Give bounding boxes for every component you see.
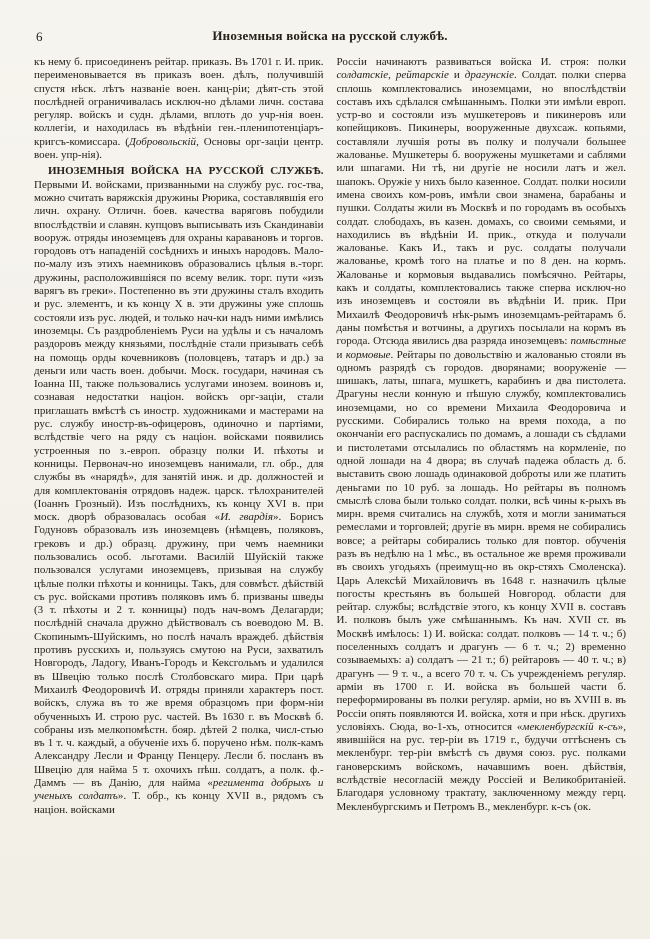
text-run: мекленбургскій к-съ	[522, 720, 618, 733]
text-run: драгунскіе	[464, 69, 514, 82]
text-run: помѣстные	[570, 335, 626, 348]
page-header	[34, 28, 626, 46]
paragraph-continuation	[337, 56, 627, 814]
page-number: 6	[36, 29, 43, 44]
text-run: , Основы орг-заціи центр. воен. упр-нія).	[34, 135, 324, 162]
text-run: », явившійся на рус. тер-ріи въ 1719 г., будучи оттѣсненъ съ мекленбург. тер-ріи вмѣстѣ съ двумя союз. рус. полками гановерскимъ войскомъ, начавшимъ воен. дѣйствія, вслѣдствіе несогласій между Россіей и Великобританіей. Благодаря условному трактату, заключенному между герц. Мекленбургскимъ и Петромъ В., мекленбург. к-съ (ок.	[336, 720, 626, 813]
text-run: И. гвардія	[220, 511, 273, 524]
text-run: . Солдат. полки сперва сплошь комплектовались иноземцами, но впослѣдствіи составъ ихъ сдѣлался смѣшаннымъ. Полки эти имѣли европ. устр-во и состояли изъ мушкетеровъ и пикинеровъ или копейщиковъ. Пикинеры, вооруженные двухсаж. копьями, составляли лучшія роты въ полку и получали большее жалованье. Мушкетеры б. вооружены мушкетами и саблями или шпагами. Ни тѣ, ни другіе не носили латъ и жел. шапокъ. Оружіе у нихъ было казенное. Солдат. полки носили имена своихъ ком-ровъ, имѣли свои знамена, барабаны и пушки. Солдаты жили въ Москвѣ и по городамъ въ особыхъ солдат. слободахъ, въ казен. домахъ, со своими семьями, и находились въ вѣдѣніи И. прик., откуда и получали жалованье. Какъ И., такъ и рус. солдаты получали жалованье, кромѣ того на платье и по 8 ден. на кормъ. Жалованье и кормовыя выдавались помѣсячно. Рейтары, какъ и солдаты, комплектовались также сперва исключ-но изъ иноземцевъ и состояли въ вѣдѣніи И. прик. При Михаилѣ Феодоровичѣ нѣк-рымъ иноземцамъ-рейтарамъ б. даны помѣстья и вотчины, а другихъ посылали на кормъ въ города. Отсюда явились два разряда иноземцевъ:	[336, 69, 626, 348]
text-run: ». Борисъ Годуновъ образовалъ изъ иноземцевъ (нѣмцевъ, поляковъ, грековъ и др.) образц. дружину, при чемъ наемники пользовались особ. льготами. Василій Шуйскій также пользовался услугами иноземцевъ, призывая на службу цѣлые полки пѣхоты и конницы. Такъ, для совмѣст. дѣйствій съ рус. войсками противъ поляковъ имъ б. призваны шведы (3 т. пѣхоты и 2 т. конницы) подъ нач-вомъ Делагарди; послѣдній сначала дружно дѣйствовалъ съ воеводою М. В. Скопинымъ-Шуйскимъ, но послѣ началъ враждеб. дѣйствія противъ русскихъ и, пользуясь смутою на Руси, захватилъ Новгородъ, Ладогу, Иванъ-Городъ и Кексгольмъ и удалился въ Швецію только послѣ Столбовскаго мира. При царѣ Михаилѣ Феодоровичѣ И. отряды приняли характеръ пост. войскъ, служа въ то же время образцомъ при форм-ніи обученныхъ И. строю рус. частей. Въ 1630 г. въ Москвѣ б. собраны изъ мелкопомѣстн. бояр. дѣтей 2 полка, числ-стью въ 1 т. ч. каждый, а обученіе ихъ б. поручено нѣм. полк-камъ Александру Лесли и Францу Пенцеру. Лесли б. посланъ въ Швецію для найма 5 т. охочихъ пѣш. солдатъ, а полк. ф.-Даммъ — въ Данію, для найма «	[34, 511, 324, 790]
text-run: регимента добрыхъ и ученыхъ солдатъ	[34, 777, 324, 803]
text-run: кормовые	[345, 348, 391, 361]
text-run: Россіи начинаютъ развиваться войска И. строя: полки	[336, 56, 626, 68]
right-column	[337, 56, 627, 817]
running-title: Иноземныя войска на русской службѣ.	[212, 28, 448, 43]
text-run: ». Т. обр., къ концу XVII в., рядомъ съ націон. войсками	[34, 790, 324, 816]
left-column	[34, 56, 324, 817]
text-run: къ нему б. присоединенъ рейтар. приказъ. Въ 1701 г. И. прик. переименовывается въ приказъ воен. дѣлъ, получившій спустя нѣск. лѣтъ названіе воен. канц-ріи; дѣят-сть этой послѣдней ограничивалась исключ-но дѣлами личн. состава регуляр. войскъ и судн. дѣлами, вплоть до учр-нія воен. коллегіи, и находилась въ вѣдѣніи ген.-пленипотенціаръ-кригсъ-комиссара. (	[34, 56, 324, 148]
text-run: Первыми И. войсками, призванными на службу рус. гос-тва, можно считать варяжскія дружины Рюрика, составлявшія его личн. охрану. Отличн. боев. качества варяговъ побудили впослѣдствіи и славян. купцовъ выписывать изъ Скандинавіи вооруж. отряды иноземцевъ для охраны каравановъ и торгов. городовъ отъ нападеній сосѣднихъ и иныхъ народовъ. Мало-по-малу изъ этихъ наемниковъ образовались цѣлыя в.-торг. дружины, расположившіяся по всему велик. торг. пути «изъ варягъ въ греки». Постепенно въ эти дружины сталъ входить и рус. элементъ, и къ концу X в. эти дружины уже сплошь состояли изъ рус. людей, и только нач-ки надъ ними имѣлись иноземцы. Съ раздробленіемъ Руси на удѣлы и съ началомъ раздоровъ между князьями, послѣдніе стали призывать себѣ на помощь орды кочевниковъ (половцевъ, татаръ и др.) за деньги или часть воен. добычи. Моск. государи, начиная съ Іоанна III, также пользовались услугами инозем. воиновъ и, сознавая недостатки націон. войскъ орг-заціи, стали приглашать вмѣстѣ съ иностр. художниками и мастерами на рус. службу иностр-въ-офицеровъ, одиночно и партіями, вслѣдствіе чего на ряду съ націон. войсками появились устроенныя по з.-европ. образцу полки И. пѣхоты и конницы. Первонач-но иноземцевъ нанимали, гл. обр., для службы въ «нарядѣ», для занятій инж. и др. должностей и для комплектованія отрядовъ надеж. царск. тѣлохранителей (Іоаннъ Грозный). Изъ послѣднихъ, къ концу XVI в. при моск. дворѣ образовалась особая «	[34, 178, 324, 524]
text-run: и	[336, 348, 346, 361]
paragraph-article-start	[34, 165, 324, 817]
text-run: Добровольскій	[128, 135, 197, 148]
text-run: солдатскіе, рейтарскіе	[336, 69, 449, 82]
text-columns	[34, 56, 626, 817]
text-run: . Рейтары по довольствію и жалованью стояли въ одномъ разрядѣ съ городов. дворянами; вооруженіе — шишакъ, латы, шпага, мушкетъ, карабинъ и два пистолета. Драгуны несли конную и пѣшую службу, комплектовались иноземцами, но со времени Михаила Феодоровича и русскими. Собирались только на время похода, а по окончаніи его распускались по домамъ, а лошади съ сѣдлами и пистолетами отсылались по областямъ на кормленіе, по одной лошади на 4 двора; въ случаѣ падежа область д. б. выставить свою лошадь одинаковой доброты или же платить деньгами по 10 руб. за лошадь. Но рейтары въ полномъ смыслѣ слова были только солдат. полки, всѣ чины к-рыхъ въ мирн. время считались на службѣ, хотя и могли заниматься ремеслами и торговлей; другіе въ мирн. время не собирались вовсе; а рейтары собирались только для повтор. обученія разъ въ недѣлю на 1 мѣс., въ остальное же время проживали въ своихъ угодьяхъ (преимущ-но въ окр-стяхъ Смоленска). Царь Алексѣй Михайловичъ въ 1648 г. назначилъ цѣлые погосты крестьянъ въ большей Новгород. области для рейтар. службы; вслѣдствіе этого, къ концу XVII в. составъ И. полковъ былъ уже смѣшаннымъ. Къ нач. XVII ст. въ Москвѣ имѣлось: 1) И. войска: солдат. полковъ — 14 т. ч.; б) поселенныхъ солдатъ и драгунъ — 6 т. ч.; 2) временно созываемыхъ: а) солдатъ — 21 т.; б) рейтаровъ — 40 т. ч.; в) драгунъ — 9 т. ч., а всего 70 т. ч. Съ учрежденіемъ регуляр. арміи въ 1700 г. И. войска въ большей части б. переформированы въ полки регуляр. арміи, но въ XVIII в. въ Россіи опять появляются И. войска, хотя и при нѣск. другихъ условіяхъ. Сюда, во-1-хъ, относится «	[336, 348, 626, 733]
paragraph-continuation	[34, 56, 324, 162]
text-run: ИНОЗЕМНЫЯ ВОЙСКА НА РУССКОЙ СЛУЖБѢ.	[48, 165, 324, 178]
text-run: и	[448, 69, 465, 82]
